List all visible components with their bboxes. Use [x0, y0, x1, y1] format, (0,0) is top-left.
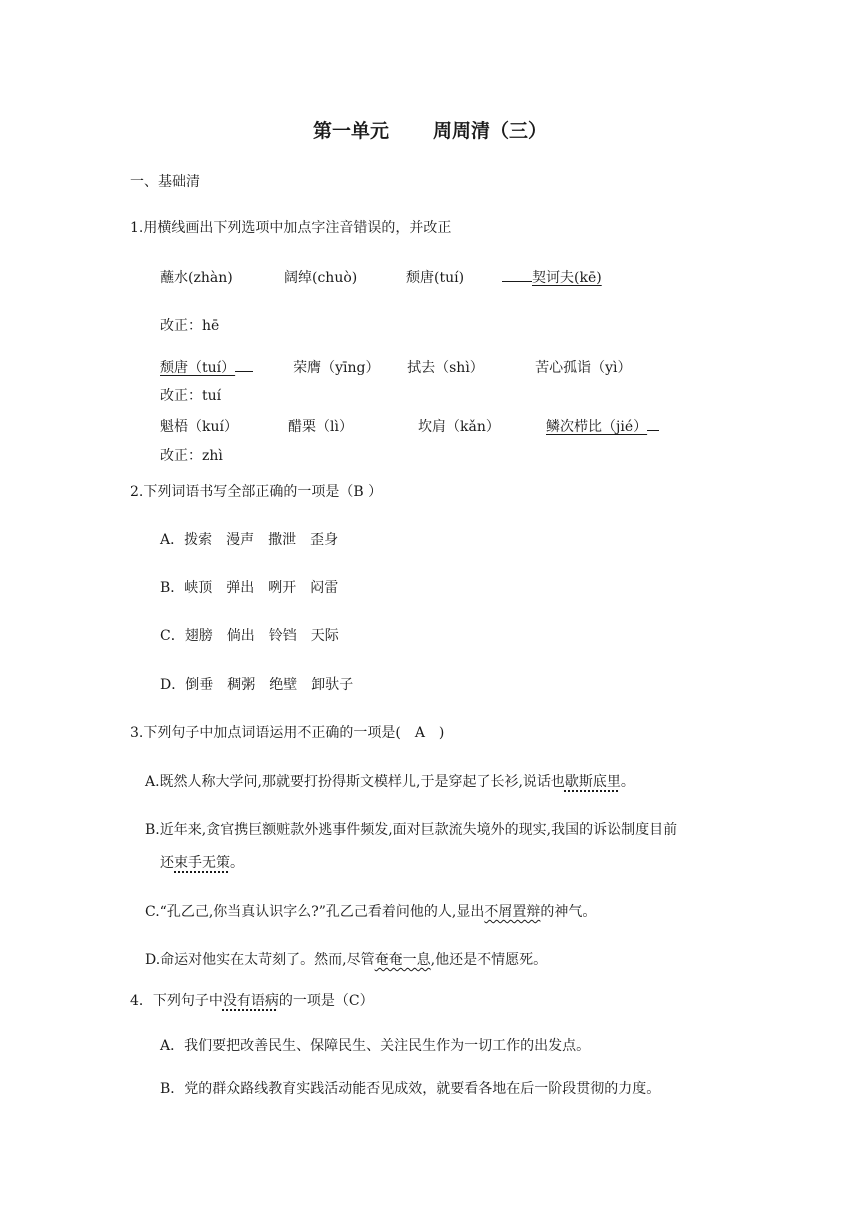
q2-option-d: D．倒垂 稠粥 绝壁 卸驮子 [160, 677, 354, 693]
q1-fix3: 改正：zhì [160, 448, 223, 464]
q1-r2-item: 苦心孤诣（yì） [535, 360, 632, 376]
page-title [0, 116, 860, 143]
dotted-term: 歇斯底里 [564, 774, 621, 790]
q1-fix1: 改正：hē [160, 318, 220, 334]
q3-option-d: D.命运对他实在太苛刻了。然而,尽管奄奄一息,他还是不情愿死。 [145, 952, 548, 968]
q3-prompt: 3.下列句子中加点词语运用不正确的一项是( A ) [130, 725, 445, 741]
q1-r3-item: 坎肩（kǎn） [418, 419, 500, 435]
q2-option-a: A．拨索 漫声 撒泄 歪身 [160, 532, 339, 548]
underline-mark [502, 267, 532, 282]
title-quiz: 周周清（三） [433, 120, 548, 142]
q2-option-b: B．峡顶 弹出 咧开 闷雷 [160, 580, 339, 596]
q1-row2 [160, 357, 632, 378]
q1-r3-item-marked: 鳞次栉比（jié） [546, 419, 648, 435]
q1-r3-item: 醋栗（lì） [288, 419, 353, 435]
q1-row1 [160, 267, 602, 288]
q1-fix2: 改正：tuí [160, 388, 222, 404]
dotted-term: 不屑置辩 [484, 904, 541, 920]
q4-option-b: B．党的群众路线教育实践活动能否见成效，就要看各地在后一阶段贯彻的力度。 [160, 1081, 661, 1097]
dotted-term: 奄奄一息 [374, 952, 431, 968]
underline-mark [235, 357, 253, 372]
q1-r2-item-marked: 颓唐（tuí） [160, 360, 236, 376]
section-heading: 一、基础清 [130, 174, 200, 190]
q1-r3-item: 魁梧（kuí） [160, 419, 238, 435]
q3-option-c: C.“孔乙己,你当真认识字么?”孔乙己看着问他的人,显出不屑置辩的神气。 [145, 904, 597, 920]
q1-r1-item-marked: 契诃夫(kē) [532, 270, 602, 286]
q1-row3 [160, 416, 659, 437]
q1-prompt: 1.用横线画出下列选项中加点字注音错误的，并改正 [130, 220, 452, 236]
q1-r2-item: 拭去（shì） [407, 360, 484, 376]
q1-r1-item: 蘸水(zhàn) [160, 270, 233, 286]
q3-option-b-line1: B.近年来,贪官携巨额赃款外逃事件频发,面对巨款流失境外的现实,我国的诉讼制度目前 [145, 822, 678, 838]
q3-option-a: A.既然人称大学问,那就要打扮得斯文模样儿,于是穿起了长衫,说话也歇斯底里。 [145, 774, 635, 790]
q1-r1-item: 颓唐(tuí) [406, 270, 465, 286]
dotted-term: 没有语病 [222, 993, 279, 1009]
q3-option-b-line2: 还束手无策。 [160, 855, 244, 871]
q1-r1-item: 阔绰(chuò) [284, 270, 358, 286]
dotted-term: 束手无策 [174, 855, 230, 871]
q2-prompt: 2.下列词语书写全部正确的一项是（B ） [130, 484, 383, 500]
q4-option-a: A．我们要把改善民生、保障民生、关注民生作为一切工作的出发点。 [160, 1038, 591, 1054]
q2-option-c: C．翅膀 倘出 铃铛 天际 [160, 628, 339, 644]
q1-r2-item: 荣膺（yīng） [293, 360, 380, 376]
underline-mark [647, 416, 659, 431]
title-unit: 第一单元 [312, 120, 389, 142]
q4-prompt: 4．下列句子中没有语病的一项是（C） [130, 993, 374, 1009]
